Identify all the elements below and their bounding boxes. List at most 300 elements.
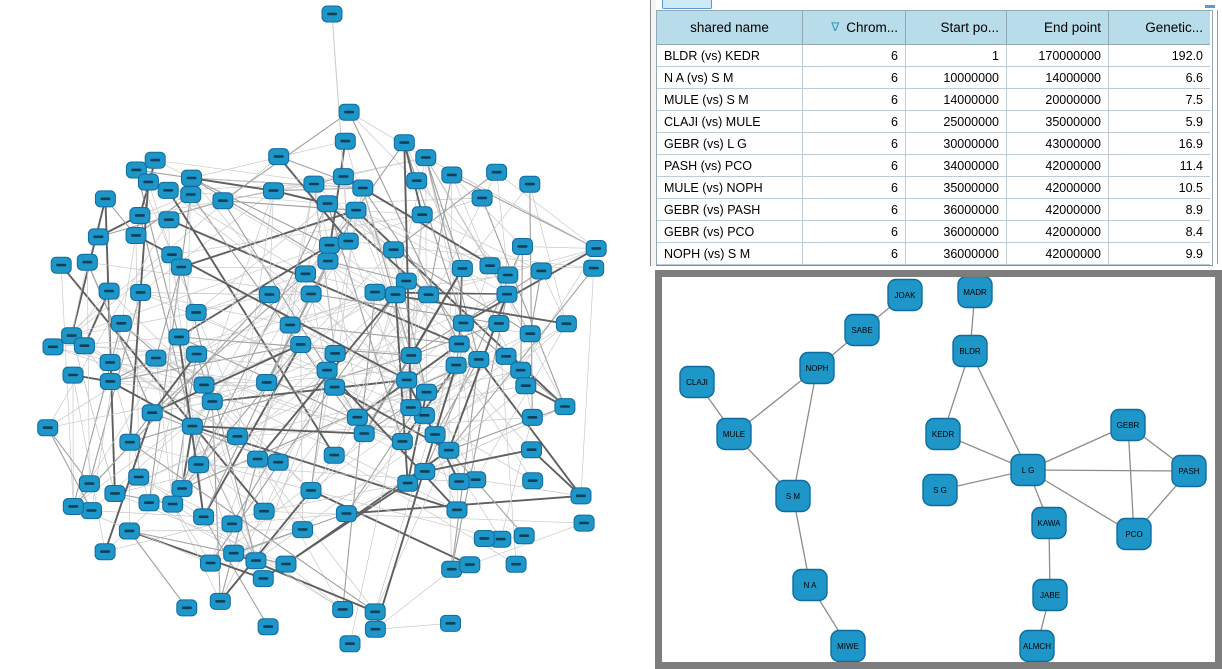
table-cell[interactable]: 6	[803, 111, 906, 133]
subnetwork-edge-GEBR-PCO[interactable]	[1128, 425, 1134, 534]
table-cell[interactable]: MULE (vs) NOPH	[657, 177, 803, 199]
network-node[interactable]	[325, 379, 345, 395]
node-label	[263, 625, 273, 628]
filter-icon[interactable]: ∇	[831, 19, 840, 34]
subnetwork-node-PCO[interactable]	[1117, 519, 1151, 550]
table-cell[interactable]: 6	[803, 199, 906, 221]
table-cell[interactable]: 35000000	[906, 177, 1007, 199]
table-cell[interactable]: 14000000	[1007, 67, 1109, 89]
network-node[interactable]	[469, 352, 489, 368]
network-node[interactable]	[201, 555, 221, 571]
network-node[interactable]	[333, 169, 353, 185]
table-cell[interactable]: NOPH (vs) S M	[657, 243, 803, 265]
network-node[interactable]	[259, 287, 279, 303]
subnetwork-node-JABE[interactable]	[1033, 580, 1067, 611]
network-node[interactable]	[139, 495, 159, 511]
network-node[interactable]	[257, 375, 277, 391]
network-node[interactable]	[442, 167, 462, 183]
table-cell[interactable]: GEBR (vs) PASH	[657, 199, 803, 221]
node-label	[345, 642, 355, 645]
table-row[interactable]	[657, 177, 1212, 199]
network-edge[interactable]	[581, 268, 594, 496]
table-cell[interactable]: CLAJI (vs) MULE	[657, 111, 803, 133]
network-node[interactable]	[158, 182, 178, 198]
network-node[interactable]	[51, 257, 71, 273]
node-label	[444, 449, 454, 452]
network-node[interactable]	[384, 242, 404, 258]
column-header-start-po---[interactable]	[906, 11, 1007, 45]
network-edge[interactable]	[311, 294, 327, 370]
node-label	[401, 280, 411, 283]
network-node[interactable]	[63, 499, 83, 515]
network-node[interactable]	[95, 544, 115, 560]
table-cell[interactable]: 6	[803, 133, 906, 155]
network-edge[interactable]	[48, 220, 169, 428]
network-node[interactable]	[213, 193, 233, 209]
network-edge[interactable]	[129, 442, 130, 531]
network-node[interactable]	[177, 600, 197, 616]
network-node[interactable]	[401, 400, 421, 416]
table-cell[interactable]: 42000000	[1007, 243, 1109, 265]
table-row[interactable]	[657, 243, 1212, 265]
table-cell[interactable]: 16.9	[1109, 133, 1210, 155]
network-node[interactable]	[246, 553, 266, 569]
attribute-table	[656, 10, 1213, 266]
network-node[interactable]	[439, 442, 459, 458]
network-node[interactable]	[129, 469, 149, 485]
subnetwork-node-BLDR[interactable]	[953, 336, 987, 367]
table-cell[interactable]: 6.6	[1109, 67, 1210, 89]
table-cell[interactable]: 11.4	[1109, 155, 1210, 177]
subnetwork-node-GEBR[interactable]	[1111, 410, 1145, 441]
network-edge[interactable]	[521, 247, 523, 371]
network-node[interactable]	[417, 384, 437, 400]
table-cell[interactable]: 10000000	[906, 67, 1007, 89]
network-node[interactable]	[254, 503, 274, 519]
network-node[interactable]	[520, 176, 540, 192]
network-node[interactable]	[264, 183, 284, 199]
table-cell[interactable]: 6	[803, 243, 906, 265]
column-header-shared-name[interactable]	[657, 11, 803, 45]
network-node[interactable]	[412, 207, 432, 223]
table-cell[interactable]: 36000000	[906, 221, 1007, 243]
network-node[interactable]	[296, 266, 316, 282]
network-node[interactable]	[269, 149, 289, 165]
table-header-row	[657, 11, 1212, 45]
network-node[interactable]	[187, 346, 207, 362]
node-label	[403, 482, 413, 485]
subnetwork-node-LG[interactable]	[1011, 455, 1045, 486]
network-node[interactable]	[43, 339, 63, 355]
table-cell[interactable]: 42000000	[1007, 177, 1109, 199]
subnetwork-node-KAWA[interactable]	[1032, 508, 1066, 539]
network-node[interactable]	[318, 253, 338, 269]
network-node[interactable]	[268, 454, 288, 470]
network-node[interactable]	[584, 260, 604, 276]
network-node[interactable]	[130, 208, 150, 224]
table-cell[interactable]: 8.4	[1109, 221, 1210, 243]
network-edge[interactable]	[429, 294, 507, 295]
table-cell[interactable]: 6	[803, 221, 906, 243]
subnetwork-node-ALMCH[interactable]	[1020, 631, 1054, 662]
subnetwork-node-MIWE[interactable]	[831, 631, 865, 662]
table-cell[interactable]: 6	[803, 89, 906, 111]
network-node[interactable]	[397, 372, 417, 388]
network-edge[interactable]	[168, 190, 334, 455]
subnetwork-node-SM[interactable]	[776, 481, 810, 512]
table-cell[interactable]: 42000000	[1007, 199, 1109, 221]
table-cell[interactable]: 35000000	[1007, 111, 1109, 133]
table-cell[interactable]: 6	[803, 67, 906, 89]
network-node[interactable]	[398, 475, 418, 491]
network-node[interactable]	[522, 442, 542, 458]
network-node[interactable]	[339, 104, 359, 120]
node-label	[177, 487, 187, 490]
table-cell[interactable]: 8.9	[1109, 199, 1210, 221]
subnetwork-node-PASH[interactable]	[1172, 456, 1206, 487]
table-row[interactable]	[657, 133, 1212, 155]
network-node[interactable]	[172, 481, 192, 497]
network-node[interactable]	[449, 336, 469, 352]
column-header-label: End point	[1043, 20, 1101, 35]
network-edge[interactable]	[349, 112, 426, 157]
network-edge[interactable]	[311, 491, 470, 565]
network-node[interactable]	[194, 509, 214, 525]
network-node[interactable]	[77, 254, 97, 270]
network-node[interactable]	[224, 545, 244, 561]
network-node[interactable]	[253, 571, 273, 587]
table-cell[interactable]: 6	[803, 45, 906, 67]
network-node[interactable]	[460, 557, 480, 573]
table-cell[interactable]: 20000000	[1007, 89, 1109, 111]
network-node[interactable]	[531, 263, 551, 279]
network-node[interactable]	[335, 133, 355, 149]
node-label	[560, 405, 570, 408]
node-label	[406, 354, 416, 357]
network-node[interactable]	[365, 604, 385, 620]
network-edge[interactable]	[530, 271, 541, 334]
network-node[interactable]	[63, 367, 83, 383]
node-label	[131, 234, 141, 237]
network-node[interactable]	[407, 173, 427, 189]
table-cell[interactable]: PASH (vs) PCO	[657, 155, 803, 177]
network-node[interactable]	[333, 602, 353, 618]
network-node[interactable]	[120, 434, 140, 450]
network-node[interactable]	[95, 191, 115, 207]
network-node[interactable]	[304, 176, 324, 192]
network-node[interactable]	[336, 506, 356, 522]
node-label	[370, 611, 380, 614]
network-node[interactable]	[320, 237, 340, 253]
network-node[interactable]	[520, 326, 540, 342]
network-node[interactable]	[322, 6, 342, 22]
table-cell[interactable]: 6	[803, 155, 906, 177]
network-node[interactable]	[415, 464, 435, 480]
network-edge[interactable]	[264, 511, 584, 523]
column-header-end-point[interactable]	[1007, 11, 1109, 45]
table-row[interactable]	[657, 67, 1212, 89]
node-label	[420, 470, 430, 473]
network-node[interactable]	[447, 502, 467, 518]
network-node[interactable]	[365, 284, 385, 300]
network-node[interactable]	[516, 378, 536, 394]
network-node[interactable]	[182, 170, 202, 186]
network-edge[interactable]	[452, 175, 523, 247]
network-node[interactable]	[159, 212, 179, 228]
table-row[interactable]	[657, 199, 1212, 221]
network-node[interactable]	[74, 338, 94, 354]
network-node[interactable]	[354, 426, 374, 442]
network-edge[interactable]	[129, 531, 186, 608]
network-node[interactable]	[105, 486, 125, 502]
subnetwork-edge-LG-PASH[interactable]	[1028, 470, 1189, 471]
network-edge[interactable]	[192, 426, 256, 561]
node-label	[502, 293, 512, 296]
table-cell[interactable]: N A (vs) S M	[657, 67, 803, 89]
table-cell[interactable]: BLDR (vs) KEDR	[657, 45, 803, 67]
node-label	[417, 213, 427, 216]
network-node[interactable]	[189, 457, 209, 473]
network-node[interactable]	[498, 267, 518, 283]
network-node[interactable]	[131, 285, 151, 301]
network-node[interactable]	[325, 346, 345, 362]
table-cell[interactable]: 7.5	[1109, 89, 1210, 111]
network-node[interactable]	[276, 556, 296, 572]
network-node[interactable]	[419, 287, 439, 303]
network-node[interactable]	[571, 488, 591, 504]
network-node[interactable]	[353, 180, 373, 196]
subnetwork-node-SG[interactable]	[923, 475, 957, 506]
network-node[interactable]	[394, 135, 414, 151]
node-label	[327, 13, 337, 16]
table-cell[interactable]: 6	[803, 177, 906, 199]
network-node[interactable]	[340, 636, 360, 652]
network-node[interactable]	[280, 317, 300, 333]
network-node[interactable]	[248, 451, 268, 467]
table-cell[interactable]: 14000000	[906, 89, 1007, 111]
network-node[interactable]	[202, 394, 222, 410]
network-node[interactable]	[194, 377, 214, 393]
network-node[interactable]	[258, 619, 278, 635]
network-node[interactable]	[182, 418, 202, 434]
network-node[interactable]	[99, 283, 119, 299]
network-node[interactable]	[324, 447, 344, 463]
table-cell[interactable]: 36000000	[906, 199, 1007, 221]
table-cell[interactable]: 5.9	[1109, 111, 1210, 133]
subnetwork-node-KEDR[interactable]	[926, 419, 960, 450]
network-node[interactable]	[365, 621, 385, 637]
network-node[interactable]	[138, 174, 158, 190]
node-label	[421, 156, 431, 159]
network-node[interactable]	[480, 258, 500, 274]
network-node[interactable]	[293, 522, 313, 538]
table-cell[interactable]: 30000000	[906, 133, 1007, 155]
node-label	[457, 267, 467, 270]
network-node[interactable]	[346, 202, 366, 218]
table-cell[interactable]: 43000000	[1007, 133, 1109, 155]
network-node[interactable]	[317, 362, 337, 378]
network-node[interactable]	[210, 593, 230, 609]
node-label	[186, 193, 196, 196]
subnetwork-view[interactable]	[662, 277, 1215, 662]
network-node[interactable]	[171, 259, 191, 275]
network-node[interactable]	[318, 196, 338, 212]
network-node[interactable]	[452, 261, 472, 277]
node-label	[370, 628, 380, 631]
node-label	[131, 169, 141, 172]
network-node[interactable]	[513, 239, 533, 255]
network-node[interactable]	[142, 405, 162, 421]
network-node[interactable]	[392, 434, 412, 450]
node-label	[67, 334, 77, 337]
node-label	[43, 426, 53, 429]
network-edge[interactable]	[497, 172, 597, 248]
network-edge[interactable]	[92, 511, 204, 517]
table-cell[interactable]: 34000000	[906, 155, 1007, 177]
network-node[interactable]	[506, 556, 526, 572]
network-edge[interactable]	[73, 295, 269, 507]
network-edge[interactable]	[375, 623, 450, 629]
network-node[interactable]	[119, 523, 139, 539]
column-header-genetic---[interactable]	[1109, 11, 1210, 45]
network-node[interactable]	[301, 286, 321, 302]
node-label: MULE	[722, 430, 746, 439]
table-row[interactable]	[657, 45, 1212, 67]
network-node[interactable]	[425, 427, 445, 443]
node-label	[329, 454, 339, 457]
network-node[interactable]	[523, 473, 543, 489]
network-edge[interactable]	[110, 295, 395, 382]
network-node[interactable]	[522, 409, 542, 425]
node-label	[174, 336, 184, 339]
network-node[interactable]	[169, 329, 189, 345]
network-node[interactable]	[146, 350, 166, 366]
network-edge[interactable]	[109, 291, 110, 362]
network-node[interactable]	[496, 348, 516, 364]
network-node[interactable]	[291, 337, 311, 353]
subnetwork-edge-NOPH-SM[interactable]	[793, 368, 817, 496]
network-node[interactable]	[586, 241, 606, 257]
tab-fragment[interactable]	[662, 0, 712, 9]
subnetwork-node-CLAJI[interactable]	[680, 367, 714, 398]
network-node[interactable]	[441, 615, 461, 631]
node-label	[430, 433, 440, 436]
table-cell[interactable]: 42000000	[1007, 221, 1109, 243]
node-label	[340, 140, 350, 143]
node-label	[338, 175, 348, 178]
table-cell[interactable]: 1	[906, 45, 1007, 67]
subnetwork-edge-BLDR-LG[interactable]	[970, 351, 1028, 470]
network-node[interactable]	[111, 315, 131, 331]
node-label	[422, 391, 432, 394]
network-node[interactable]	[79, 476, 99, 492]
network-node[interactable]	[186, 305, 206, 321]
network-node[interactable]	[163, 496, 183, 512]
network-node[interactable]	[511, 362, 531, 378]
subnetwork-node-MADR[interactable]	[958, 277, 992, 308]
network-node[interactable]	[489, 316, 509, 332]
network-node[interactable]	[556, 316, 576, 332]
node-label	[192, 353, 202, 356]
table-row[interactable]	[657, 221, 1212, 243]
table-cell[interactable]: GEBR (vs) PCO	[657, 221, 803, 243]
network-node[interactable]	[82, 503, 102, 519]
subnetwork-node-NOPH[interactable]	[800, 353, 834, 384]
node-label	[273, 461, 283, 464]
network-node[interactable]	[38, 420, 58, 436]
network-node[interactable]	[453, 315, 473, 331]
table-cell[interactable]: 36000000	[906, 243, 1007, 265]
node-label	[322, 369, 332, 372]
network-node[interactable]	[487, 164, 507, 180]
table-cell[interactable]: 10.5	[1109, 177, 1210, 199]
network-node[interactable]	[347, 409, 367, 425]
table-row[interactable]	[657, 111, 1212, 133]
network-node[interactable]	[126, 228, 146, 244]
network-edge[interactable]	[523, 247, 597, 249]
network-node[interactable]	[449, 474, 469, 490]
table-row[interactable]	[657, 155, 1212, 177]
node-label	[471, 478, 481, 481]
network-node[interactable]	[338, 233, 358, 249]
subnetwork-node-JOAK[interactable]	[888, 280, 922, 311]
column-header-label: Chrom...	[846, 20, 898, 35]
network-node[interactable]	[227, 428, 247, 444]
subnetwork-node-SABE[interactable]	[845, 315, 879, 346]
subnetwork-node-NA[interactable]	[793, 570, 827, 601]
network-node[interactable]	[100, 374, 120, 390]
network-edge[interactable]	[48, 428, 90, 484]
network-node[interactable]	[100, 355, 120, 371]
network-node[interactable]	[574, 515, 594, 531]
network-node[interactable]	[181, 187, 201, 203]
network-node[interactable]	[416, 150, 436, 166]
node-label: JOAK	[894, 291, 916, 300]
network-node[interactable]	[497, 286, 517, 302]
network-node[interactable]	[88, 229, 108, 245]
table-row[interactable]	[657, 89, 1212, 111]
node-label	[274, 155, 284, 158]
node-label	[452, 509, 462, 512]
network-node[interactable]	[301, 483, 321, 499]
node-label	[519, 534, 529, 537]
table-cell[interactable]: GEBR (vs) L G	[657, 133, 803, 155]
network-edge[interactable]	[61, 265, 73, 506]
network-node[interactable]	[222, 516, 242, 532]
network-node[interactable]	[145, 152, 165, 168]
network-node[interactable]	[474, 531, 494, 547]
node-label	[199, 516, 209, 519]
table-cell[interactable]: 170000000	[1007, 45, 1109, 67]
network-node[interactable]	[472, 190, 492, 206]
table-cell[interactable]: MULE (vs) S M	[657, 89, 803, 111]
node-label: S M	[785, 492, 801, 501]
network-node[interactable]	[446, 357, 466, 373]
network-node[interactable]	[514, 528, 534, 544]
network-node[interactable]	[386, 287, 406, 303]
network-node[interactable]	[401, 348, 421, 364]
network-node[interactable]	[442, 561, 462, 577]
table-cell[interactable]: 25000000	[906, 111, 1007, 133]
table-cell[interactable]: 192.0	[1109, 45, 1210, 67]
node-label	[194, 463, 204, 466]
table-cell[interactable]: 9.9	[1109, 243, 1210, 265]
network-node[interactable]	[555, 399, 575, 415]
node-label: NOPH	[805, 364, 829, 373]
column-header-chrom---[interactable]	[803, 11, 906, 45]
table-cell[interactable]: 42000000	[1007, 155, 1109, 177]
subnetwork-node-MULE[interactable]	[717, 419, 751, 450]
